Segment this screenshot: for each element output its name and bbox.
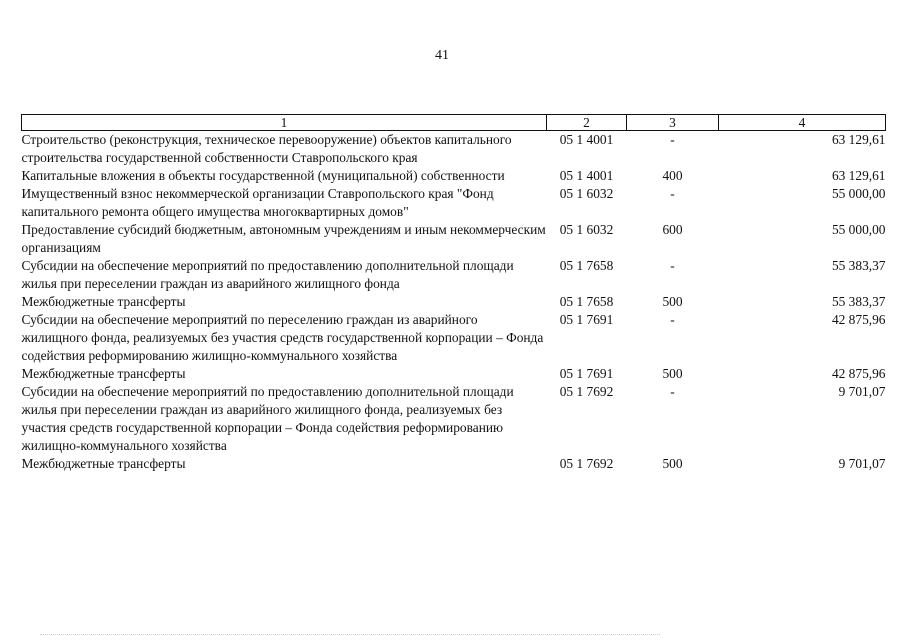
table-row: [22, 185, 886, 221]
row-code: 05 1 7691: [559, 366, 614, 381]
row-expense-type: -: [670, 384, 675, 399]
table-row: [22, 311, 886, 365]
header-col-3: 3: [627, 115, 719, 131]
row-name: Межбюджетные трансферты: [21, 294, 186, 309]
row-sum: 9 701,07: [838, 384, 886, 399]
page-number: 41: [435, 48, 449, 63]
row-sum: 63 129,61: [831, 132, 886, 147]
row-code: 05 1 6032: [559, 186, 614, 201]
row-code: 05 1 4001: [559, 168, 614, 183]
row-expense-type: -: [670, 312, 675, 327]
row-code: 05 1 7692: [559, 384, 614, 399]
table-row: [22, 365, 886, 383]
row-code: 05 1 7658: [559, 258, 614, 273]
budget-table: [21, 114, 886, 473]
header-col-1: 1: [22, 115, 547, 131]
table-row: [22, 257, 886, 293]
row-expense-type: -: [670, 258, 675, 273]
table-row: [22, 221, 886, 257]
table-row: [22, 293, 886, 311]
table-row: [22, 167, 886, 185]
table-row: [22, 131, 886, 168]
row-sum: 55 383,37: [831, 294, 886, 309]
row-code: 05 1 7692: [559, 456, 614, 471]
row-sum: 42 875,96: [831, 366, 886, 381]
table-header-row: [22, 115, 886, 131]
row-expense-type: -: [670, 132, 675, 147]
row-expense-type: 500: [662, 294, 683, 309]
row-expense-type: 400: [662, 168, 683, 183]
row-code: 05 1 6032: [559, 222, 614, 237]
header-col-4: 4: [719, 115, 886, 131]
row-name: Межбюджетные трансферты: [21, 366, 186, 381]
row-sum: 42 875,96: [831, 312, 886, 327]
row-name: Субсидии на обеспечение мероприятий по переселению граждан из аварийного жилищного фонда, реализуемых без участия средств государственной корпорации – Фонда содействия реформированию жилищно-коммунального хозяйства: [21, 312, 544, 363]
row-expense-type: -: [670, 186, 675, 201]
row-expense-type: 600: [662, 222, 683, 237]
table-row: [22, 455, 886, 473]
row-code: 05 1 7691: [559, 312, 614, 327]
header-col-2: 2: [547, 115, 627, 131]
row-sum: 9 701,07: [838, 456, 886, 471]
row-name: Субсидии на обеспечение мероприятий по предоставлению дополнительной площади жилья при переселении граждан из аварийного жилищного фонда, реализуемых без участия средств государственной корпорации – Фонда содействия реформированию жилищно-коммунального хозяйства: [21, 384, 514, 453]
row-name: Межбюджетные трансферты: [21, 456, 186, 471]
row-sum: 55 000,00: [831, 186, 886, 201]
scan-artifact-line: [40, 634, 660, 636]
row-name: Имущественный взнос некоммерческой организации Ставропольского края "Фонд капитального ремонта общего имущества многоквартирных домов": [21, 186, 494, 219]
row-sum: 55 383,37: [831, 258, 886, 273]
row-sum: 55 000,00: [831, 222, 886, 237]
row-expense-type: 500: [662, 456, 683, 471]
row-name: Предоставление субсидий бюджетным, автономным учреждениям и иным некоммерческим организациям: [21, 222, 546, 255]
row-name: Субсидии на обеспечение мероприятий по предоставлению дополнительной площади жилья при переселении граждан из аварийного жилищного фонда: [21, 258, 514, 291]
row-name: Строительство (реконструкция, техническое перевооружение) объектов капитального строительства государственной собственности Ставропольского края: [21, 132, 512, 165]
row-expense-type: 500: [662, 366, 683, 381]
row-name: Капитальные вложения в объекты государственной (муниципальной) собственности: [21, 168, 505, 183]
row-sum: 63 129,61: [831, 168, 886, 183]
table-row: [22, 383, 886, 455]
row-code: 05 1 4001: [559, 132, 614, 147]
row-code: 05 1 7658: [559, 294, 614, 309]
